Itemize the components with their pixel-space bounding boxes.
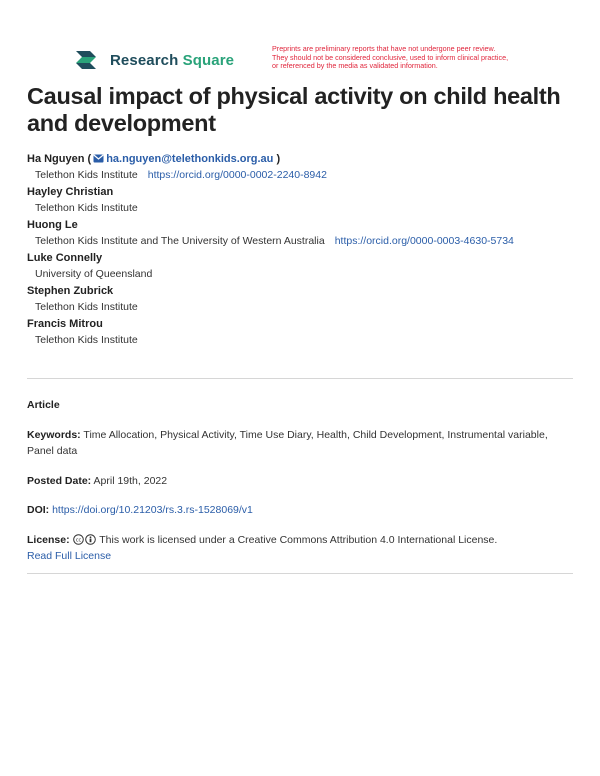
author-email-link[interactable]: ha.nguyen@telethonkids.org.au	[106, 153, 274, 165]
svg-text:cc: cc	[75, 537, 81, 544]
author-name: Stephen Zubrick	[27, 285, 114, 297]
research-square-logo-icon	[74, 48, 104, 72]
research-square-logo[interactable]	[74, 46, 234, 74]
author-affiliation: Telethon Kids Institute	[35, 334, 138, 346]
article-type: Article	[27, 399, 60, 411]
doi-link[interactable]: https://doi.org/10.21203/rs.3.rs-1528069/v1	[52, 504, 253, 516]
cc-icon	[73, 534, 84, 545]
divider	[27, 573, 573, 574]
author-affiliation: Telethon Kids Institute https://orcid.org/0000-0002-2240-8942	[35, 169, 327, 181]
orcid-link[interactable]: https://orcid.org/0000-0003-4630-5734	[334, 235, 514, 247]
author-affiliation: Telethon Kids Institute	[35, 202, 138, 214]
disclaimer-line: Preprints are preliminary reports that have not undergone peer review.	[272, 44, 496, 53]
posted-date: Posted Date: April 19th, 2022	[27, 475, 168, 487]
doi: DOI: https://doi.org/10.21203/rs.3.rs-1528069/v1	[27, 504, 253, 516]
author-name: Francis Mitrou	[27, 318, 103, 330]
author-affiliation: University of Queensland	[35, 268, 153, 280]
author-name: Huong Le	[27, 219, 78, 231]
author-affiliation: Telethon Kids Institute	[35, 301, 138, 313]
orcid-link[interactable]: https://orcid.org/0000-0002-2240-8942	[147, 169, 327, 181]
divider	[27, 378, 573, 379]
envelope-icon	[93, 154, 104, 163]
preprint-disclaimer	[272, 45, 562, 71]
license: License: cc This work is licensed under a Creative Commons Attribution 4.0 International License. Read Full License	[27, 534, 498, 562]
disclaimer-line: They should not be considered conclusive, used to inform clinical practice,	[272, 52, 509, 62]
brand-name: Research Square	[110, 51, 235, 69]
read-full-license-link[interactable]: Read Full License	[27, 550, 112, 562]
author-name: Ha Nguyen ( ha.nguyen@telethonkids.org.au )	[27, 153, 281, 165]
author-name: Hayley Christian	[27, 186, 114, 198]
paper-title: Causal impact of physical activity on child health and development	[27, 83, 561, 136]
by-icon	[85, 534, 96, 545]
disclaimer-line: or referenced by the media as validated information.	[272, 61, 438, 71]
keywords: Keywords: Time Allocation, Physical Activity, Time Use Diary, Health, Child Development, Instrumental variable, Panel data	[27, 429, 548, 457]
author-list	[27, 152, 587, 350]
author-affiliation: Telethon Kids Institute and The University of Western Australia https://orcid.org/0000-0003-4630-5734	[35, 235, 514, 247]
author-name: Luke Connelly	[27, 252, 103, 264]
